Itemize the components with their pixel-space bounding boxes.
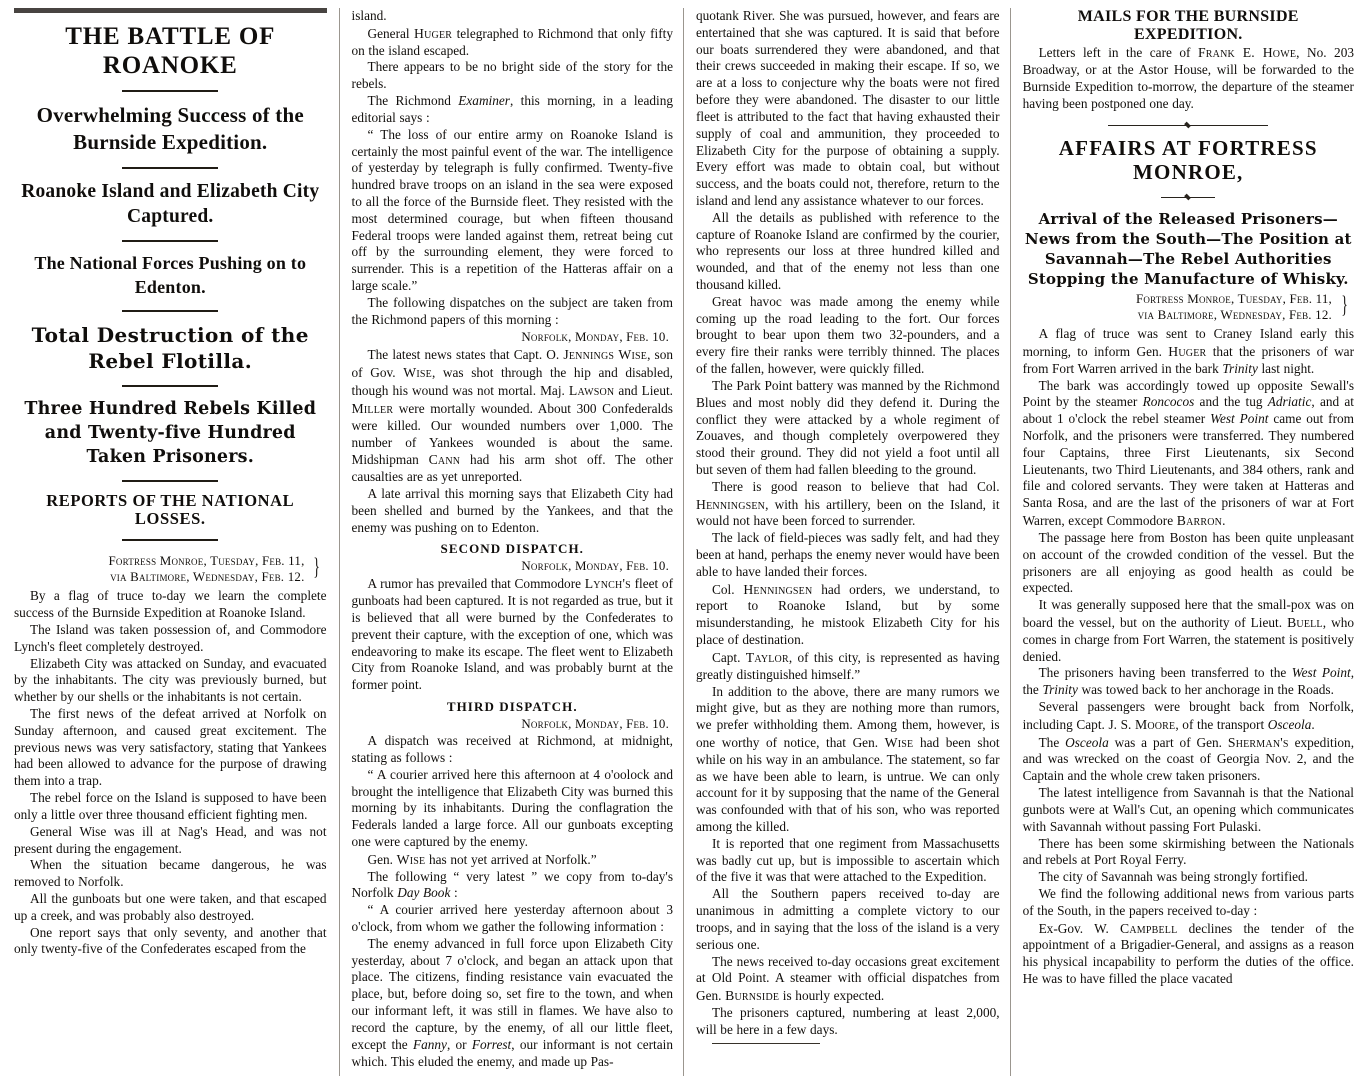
paragraph-transferred: The prisoners having been transferred to the West Point, the Trinity was towed back to her anchorage in the Roads.	[1022, 665, 1355, 698]
paragraph: The first news of the defeat arrived at Norfolk on Sunday afternoon, and caused great excitement. The previous news was very satisfactory, stating that Yankees had been allowed to advance for the purpose of drawing them into a trap.	[14, 706, 327, 789]
paragraph-courier-quote: “ A courier arrived here this afternoon at 4 o'oolock and brought the intelligence that Elizabeth City was burned this morning by its inhabitants. During the conflagration the Federals landed a large force. All our gunboats excepting one were captured by the enemy.	[351, 766, 673, 849]
paragraph-campbell: Ex-Gov. W. Campbell declines the tender of the appointment of a Brigadier-General, and assigns as a reason his physical incapability to perform the duties of the office. He was to have filled the place vacated	[1022, 920, 1354, 986]
paragraph: One report says that only seventy, and another that only twenty-five of the Confederates escaped from the	[14, 924, 327, 957]
headline-deck-5: Three Hundred Rebels Killed and Twenty-five Hundred Taken Prisoners.	[24, 399, 317, 468]
headline-deck-2: Roanoke Island and Elizabeth City Captured.	[21, 180, 320, 228]
masthead-top-rule	[14, 8, 327, 13]
paragraph: Great havoc was made among the enemy while coming up the road leading to the fort. Our forces brought to bear upon them two 32-pounders, and a every fire their ranks were terribly thinned. The places of the fallen, however, were quickly filled.	[696, 293, 1000, 377]
paragraph: All the Southern papers received to-day are unanimous in admitting a complete victory to our troops, and in saying that the loss of the island is a very serious one.	[696, 886, 1000, 952]
section-divider-diamond-small	[1161, 194, 1215, 201]
paragraph: It is reported that one regiment from Massachusetts was badly cut up, but is impossible to ascertain which of the five it was that were attached to the Expedition.	[696, 835, 1000, 885]
dateline-norfolk-2: Norfolk, Monday, Feb. 10.	[521, 559, 669, 574]
paragraph-courier-quote-2: “ A courier arrived here yesterday afternoon about 3 o'clock, from whom we gather the following information :	[351, 902, 673, 934]
headline-main: THE BATTLE OF ROANOKE	[65, 23, 276, 79]
section-heading-reports: REPORTS OF THE NATIONAL LOSSES.	[46, 490, 295, 529]
paragraph-rumors: In addition to the above, there are many rumors we might give, but as they are nothing more than rumors, we prefer withholding them. Among them, however, is one worthy of notice, that Gen. Wise had been shot while on his way in an ambulance. The statement, so far as we have been able to learn, is untrue. We can only account for it by supposing that the name of the General was confounded with that of his son, who was reported among the killed.	[696, 683, 1000, 834]
heading-affairs-fortress-monroe: AFFAIRS AT FORTRESS MONROE,	[1058, 135, 1318, 184]
headline-divider-5	[122, 385, 218, 387]
paragraph-latest-news: The latest news states that Capt. O. Jennings Wise, son of Gov. Wise, was shot through the hip and disabled, though his wound was not mortal. Maj. Lawson and Lieut. Miller were mortally wounded. About 300 Confederalds were killed. Our wounded numbers over 1,000. The number of Yankees wounded is about the same. Midshipman Cann had his arm shot off. The other causalties are as yet unreported.	[351, 347, 673, 485]
paragraph-editorial-quote: “ The loss of our entire army on Roanoke Island is certainly the most painful event of the war. The intelligence of yesterday by telegraph is fully confirmed. Twenty-five hundred brave troops on an island in the sea were exposed to all the force of the Burnside fleet. They resisted with the most determined courage, but when fifteen thousand Federal troops were landed against them, retreat being cut off by the surrounding element, they were forced to surrender. This is a repetition of the Hatteras affair on a large scale.”	[351, 126, 673, 293]
paragraph-enemy-advance: The enemy advanced in full force upon Elizabeth City yesterday, about 7 o'clock, and began an attack upon that place. The citizens, finding resistance vain evacuated the place, but, before doing so, set fire to the town, and when our informant left, it was still in flames. We have also to record the capture, by the enemy, of all our little fleet, except the Fanny, or Forrest, our informant is not certain which. This eluded the enemy, and made up Pas-	[351, 935, 673, 1069]
paragraph-col-orders: Col. Henningsen had orders, we understand, to report to Roanoke Island, but by some misunderstanding, he mistook Elizabeth City for his place of destination.	[696, 581, 1000, 648]
paragraph: The Island was taken possession of, and Commodore Lynch's fleet completely destroyed.	[14, 621, 327, 654]
paragraph: When the situation became dangerous, he was removed to Norfolk.	[14, 857, 327, 890]
dateline-line-2: via Baltimore, Wednesday, Feb. 12.	[110, 568, 305, 584]
paragraph: The passage here from Boston has been quite unpleasant on account of the crowded condition of the vessel. But the prisoners are all enjoying as good health as could be expected.	[1022, 529, 1354, 596]
dateline-line-2: via Baltimore, Wednesday, Feb. 12.	[1137, 306, 1332, 322]
paragraph: The rebel force on the Island is supposed to have been only a little over three thousand efficient fighting men.	[14, 790, 327, 822]
paragraph: There has been some skirmishing between the Nationals and rebels at Port Royal Ferry.	[1022, 835, 1354, 868]
dateline-norfolk-3: Norfolk, Monday, Feb. 10.	[521, 717, 669, 732]
paragraph-continued: quotank River. She was pursued, however, and fears are entertained that she was captured. It is said that before our boats surrendered they were abandoned, and that their crews succeeded in making their escape. If so, we are at a loss to conjecture why the boats were not fired before they were abandoned. The disaster to our little fleet is attributed to the fact that having exhausted their supply of coal and ammunition, they proceeded to Elizabeth City for the purpose of obtaining a supply. Every effort was made to obtain coal, but without success, and the boats could not, therefore, return to the island and lend any assistance whatever to our forces.	[696, 8, 1000, 208]
paragraph: General Wise was ill at Nag's Head, and was not present during the engagement.	[14, 823, 327, 856]
paragraph-continued: island.	[351, 8, 387, 23]
paragraph: The lack of field-pieces was sadly felt, and had they been at hand, perhaps the enemy never would have been able to have landed their forces.	[696, 530, 1000, 579]
paragraph-rumor: A rumor has prevailed that Commodore Lynch's fleet of gunboats had been captured. It is not regarded as true, but it is believed that all were burned by the Confederates to prevent their capture, with the exception of one, which was endeavoring to make its escape. The fleet went to Elizabeth City from Roanoke Island, and was probably burnt at the former point.	[351, 576, 673, 693]
section-divider-diamond	[1108, 122, 1268, 129]
paragraph: The following dispatches on the subject are taken from the Richmond papers of this morning :	[351, 294, 673, 327]
paragraph: The latest intelligence from Savannah is that the National gunbots were at Wall's Cut, an opening which communicates with Savannah without passing Fort Pulaski.	[1022, 785, 1354, 834]
headline-divider-1	[122, 90, 218, 92]
headline-divider-2	[122, 167, 218, 169]
headline-deck-3: The National Forces Pushing on to Edenton.	[34, 253, 307, 297]
paragraph: All the gunboats but one were taken, and that escaped up a creek, and was probably also destroyed.	[14, 890, 327, 923]
headline-deck-4: Total Destruction of the Rebel Flotilla.	[31, 322, 309, 374]
paragraph-henningsen: There is good reason to believe that had Col. Henningsen, with his artillery, been on the Island, it would not have been forced to surrender.	[696, 478, 1000, 529]
paragraph: The city of Savannah was being strongly fortified.	[1038, 869, 1309, 885]
paragraph: By a flag of truce to-day we learn the complete success of the Burnside Expedition at Roanoke Island.	[14, 588, 327, 621]
paragraph: The Park Point battery was manned by the Richmond Blues and most nobly did they defend it. During the conflict they were attacked by a whole regiment of Zouaves, and though completely overpowered they stood their ground. They did not yield a foot until all but seven of them had fallen bleeding to the ground.	[696, 377, 1000, 477]
paragraph: A late arrival this morning says that Elizabeth City had been shelled and burned by the Yankees, and that the enemy was pushing on to Edenton.	[351, 485, 673, 535]
paragraph-gen-wise: Gen. Wise has not yet arrived at Norfolk.”	[367, 851, 597, 867]
dateline-line-1: Fortress Monroe, Tuesday, Feb. 11,	[108, 553, 305, 569]
paragraph-osceola: The Osceola was a part of Gen. Sherman's expedition, and was wrecked on the coast of Georgia Nov. 2, and the Captain and the whole crew taken prisoners.	[1022, 734, 1355, 784]
column-2	[339, 8, 683, 1076]
headline-divider-4	[122, 310, 218, 312]
subhead-second-dispatch: SECOND DISPATCH.	[440, 541, 585, 557]
dateline-brace: }	[313, 554, 321, 582]
heading-mails-burnside: MAILS FOR THE BURNSIDE EXPEDITION.	[1077, 8, 1299, 44]
headline-deck-1: Overwhelming Success of the Burnside Expedition.	[36, 103, 304, 155]
paragraph-bark-towed: The bark was accordingly towed up opposite Sewall's Point by the steamer Roncocos and the tug Adriatic, and at about 1 o'clock the rebel steamer West Point came out from Norfolk, and the prisoners were transferred. They numbered four Captains, three First Lieutenants, six Second Lieutenants, two Third Lieutenants, and 384 others, rank and file and colored servants. They were taken at Hatteras and Santa Rosa, and are the last of the prisoners of war at Fort Warren, except Commodore Barron.	[1022, 377, 1354, 529]
paragraph-flag-of-truce: A flag of truce was sent to Craney Island early this morning, to inform Gen. Huger that the prisoners of war from Fort Warren arrived in the bark Trinity last night.	[1022, 326, 1355, 376]
paragraph-very-latest: The following “ very latest ” we copy from to-day's Norfolk Day Book :	[351, 868, 673, 901]
paragraph: All the details as published with reference to the capture of Roanoke Island are confirmed by the courier, who represents our loss at three hundred killed and wounded, and that of the enemy not less than one thousand killed.	[696, 209, 1000, 292]
column-1	[6, 8, 339, 1076]
paragraph: There appears to be no bright side of the story for the rebels.	[351, 59, 673, 92]
dateline-col1	[14, 551, 327, 587]
paragraph: We find the following additional news from various parts of the South, in the papers received to-day :	[1022, 885, 1354, 918]
paragraph-passengers: Several passengers were brought back from Norfolk, including Capt. J. S. Moore, of the transport Osceola.	[1022, 699, 1354, 732]
column-3-end-rule	[712, 1043, 820, 1044]
deck-affairs: Arrival of the Released Prisoners—News from the South—The Position at Savannah—The Rebel Authorities Stopping the Manufacture of Whisky.	[1024, 209, 1352, 288]
paragraph-examiner: The Richmond Examiner, this morning, in a leading editorial says :	[351, 93, 673, 125]
paragraph: The prisoners captured, numbering at least 2,000, will be here in a few days.	[696, 1004, 1000, 1037]
paragraph: Elizabeth City was attacked on Sunday, and evacuated by the inhabitants. The city was previously burned, but whether by our shells or the inhabitants is not certain.	[14, 655, 327, 705]
paragraph-mails: Letters left in the care of Frank E. Howe, No. 203 Broadway, or at the Astor House, will be forwarded to the Burnside Expedition to-morrow, the departure of the steamer having been postponed one day.	[1022, 45, 1354, 111]
headline-divider-7	[122, 539, 218, 541]
column-3	[683, 8, 1010, 1076]
headline-divider-3	[122, 240, 218, 242]
dateline-line-1: Fortress Monroe, Tuesday, Feb. 11,	[1135, 290, 1332, 306]
column-4	[1010, 8, 1360, 1076]
subhead-third-dispatch: THIRD DISPATCH.	[446, 699, 578, 715]
paragraph-huger: General Huger telegraphed to Richmond that only fifty on the island escaped.	[351, 25, 673, 58]
headline-divider-6	[122, 480, 218, 482]
dateline-brace: }	[1341, 292, 1348, 320]
dateline-col4	[1023, 289, 1354, 325]
dateline-norfolk-1: Norfolk, Monday, Feb. 10.	[521, 330, 669, 345]
paragraph-smallpox: It was generally supposed here that the small-pox was on board the vessel, but on the authority of Lieut. Buell, who comes in charge from Fort Warren, the statement is positively denied.	[1022, 597, 1354, 664]
paragraph-old-point: The news received to-day occasions great excitement at Old Point. A steamer with official dispatches from Gen. Burnside is hourly expected.	[696, 953, 1000, 1004]
paragraph-taylor: Capt. Taylor, of this city, is represented as having greatly distinguished himself.”	[696, 649, 1000, 682]
paragraph: A dispatch was received at Richmond, at midnight, stating as follows :	[351, 733, 673, 765]
